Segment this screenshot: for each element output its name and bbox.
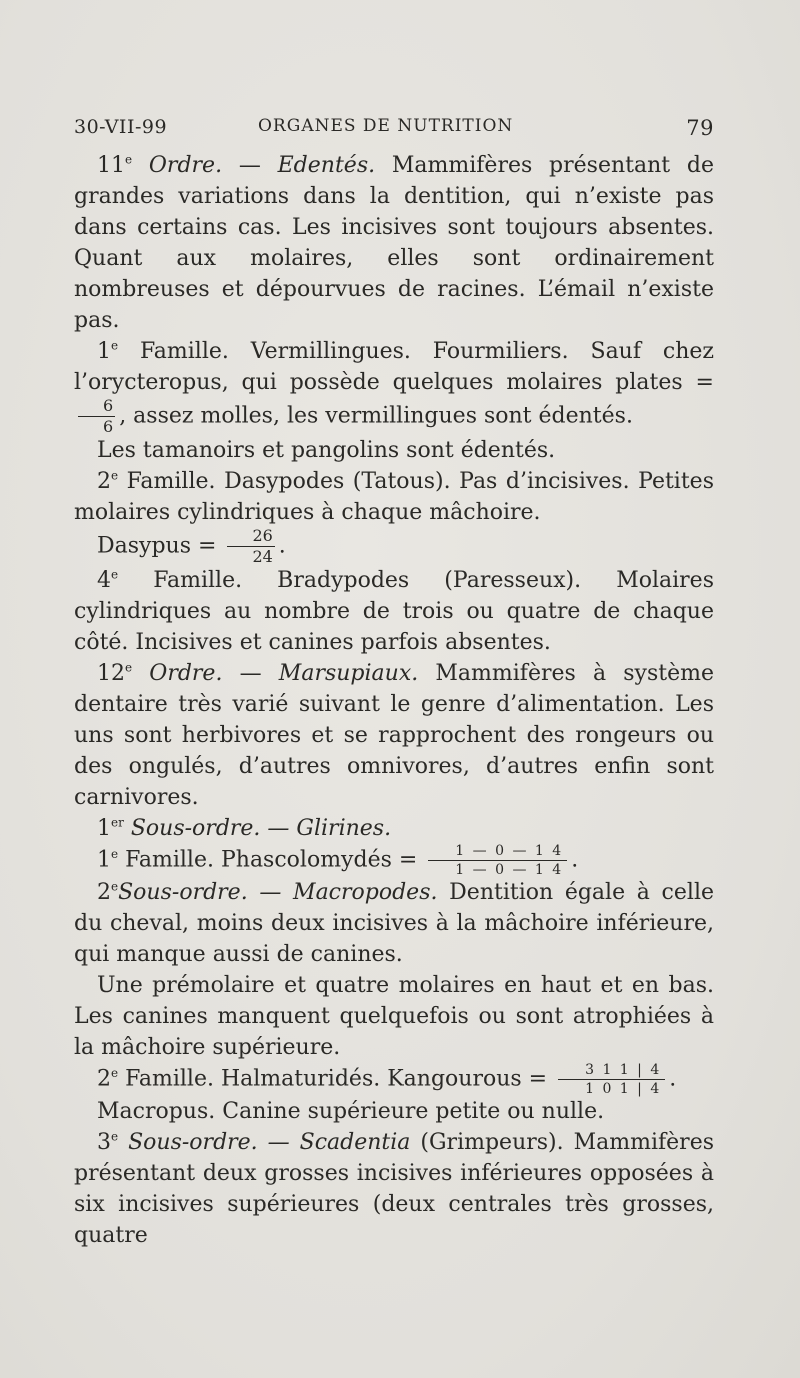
fraction-bar: [428, 860, 567, 861]
order-number: 12: [97, 661, 125, 686]
superscript: e: [111, 847, 119, 862]
family-number: 2: [97, 469, 111, 494]
family-number: 1: [97, 847, 111, 873]
paragraph-macropus: [74, 1096, 714, 1127]
formula-end: .: [571, 847, 579, 873]
suborder-title: Sous-ordre. — Glirines.: [130, 816, 392, 841]
fraction-numerator: 1 — 0 — 1 4: [455, 843, 564, 859]
order-label: Ordre.: [148, 153, 223, 178]
paragraph-edentes: [74, 150, 714, 336]
page-number: 79: [686, 116, 714, 140]
dash: —: [222, 661, 279, 686]
formula-label: Famille. Halmaturidés. Kangourous =: [118, 1066, 555, 1092]
paragraph-tamanoirs: [74, 435, 714, 466]
suborder-number: 2: [97, 880, 111, 905]
family-number: 1: [97, 339, 111, 364]
heading-glirines: [74, 813, 714, 844]
dash: —: [222, 153, 278, 178]
fraction-denominator: 6: [103, 417, 114, 436]
suborder-title: Sous-ordre. — Scadentia: [128, 1130, 411, 1155]
paragraph-bradypodes: [74, 565, 714, 658]
fraction-numerator: 6: [103, 396, 114, 415]
formula-label: Dasypus =: [97, 533, 224, 559]
order-number: 11: [97, 153, 125, 178]
formula-dasypus: [74, 528, 714, 565]
paragraph-text: Une prémolaire et quatre molaires en haut et en bas. Les canines manquent quelquefois ou sont atrophiées à la mâchoire supérieure.: [74, 973, 714, 1060]
paragraph-macropodes: [74, 877, 714, 970]
paragraph-premolaire: [74, 970, 714, 1063]
paragraph-text: Mammifères à système dentaire très varié suivant le genre d’alimentation. Les uns sont herbivores et se rapprochent des rongeurs ou des ongulés, d’autres omnivores, d’autres enfin sont carnivores.: [74, 661, 714, 810]
superscript: e: [111, 567, 119, 582]
formula-phascolomydes: [74, 844, 714, 877]
paragraph-text: , assez molles, les vermillingues sont édentés.: [119, 403, 633, 429]
fraction-denominator: 24: [252, 547, 273, 566]
page-body: [74, 150, 714, 1251]
formula-end: .: [669, 1066, 677, 1092]
formula-end: .: [278, 533, 286, 559]
header-date: 30-VII-99: [74, 116, 168, 138]
superscript: e: [125, 152, 133, 167]
paragraph-text: (Grimpeurs). Mammifères présentant deux grosses incisives inférieures opposées à six incisives supérieures (deux centrales très grosses, quatre: [74, 1130, 714, 1248]
formula-label: Famille. Phascolomydés =: [118, 847, 425, 873]
paragraph-text: Les tamanoirs et pangolins sont édentés.: [97, 438, 556, 463]
superscript: e: [111, 468, 119, 483]
fraction-denominator: 1 0 1 | 4: [585, 1081, 662, 1097]
paragraph-text: Mammifères présentant de grandes variations dans la dentition, qui n’existe pas dans certains cas. Les incisives sont toujours absentes. Quant aux molaires, elles sont ordinairement nombreuses et dépourvues de racines. L’émail n’existe pas.: [74, 153, 714, 333]
paragraph-text: Famille. Vermillingues. Fourmiliers. Sauf chez l’orycteropus, qui possède quelques molaires plates =: [74, 339, 714, 395]
fraction-denominator: 1 — 0 — 1 4: [455, 862, 564, 878]
paragraph-text: Famille. Dasypodes (Tatous). Pas d’incisives. Petites molaires cylindriques à chaque mâchoire.: [74, 469, 714, 525]
fraction-kangourous: [558, 1063, 665, 1096]
order-label: Ordre.: [149, 661, 223, 686]
superscript: e: [111, 879, 119, 894]
paragraph-text: Dentition égale à celle du cheval, moins deux incisives à la mâchoire inférieure, qui manque aussi de canines.: [74, 880, 714, 967]
paragraph-vermillingues: [74, 336, 714, 435]
fraction-numerator: 26: [252, 526, 273, 545]
paragraph-marsupiaux: [74, 658, 714, 813]
fraction-numerator: 3 1 1 | 4: [585, 1062, 662, 1078]
formula-halmaturides: [74, 1063, 714, 1096]
order-title: Edentés.: [277, 153, 376, 178]
fraction-bar: [558, 1079, 665, 1080]
suborder-title: Sous-ordre. — Macropodes.: [118, 880, 438, 905]
superscript: e: [111, 1129, 119, 1144]
superscript: e: [111, 338, 119, 353]
paragraph-dasypodes: [74, 466, 714, 528]
fraction-dasypus: [227, 528, 274, 565]
family-number: 4: [97, 568, 111, 593]
fraction-molaires: [78, 398, 115, 435]
superscript: e: [111, 1066, 119, 1081]
family-number: 2: [97, 1066, 111, 1092]
superscript: e: [125, 660, 133, 675]
paragraph-text: Famille. Bradypodes (Paresseux). Molaires cylindriques au nombre de trois ou quatre de chaque côté. Incisives et canines parfois absentes.: [74, 568, 714, 655]
fraction-phascolomydes: [428, 844, 567, 877]
superscript: er: [111, 815, 124, 830]
order-title: Marsupiaux.: [278, 661, 419, 686]
suborder-number: 1: [97, 816, 111, 841]
header-title: ORGANES DE NUTRITION: [258, 116, 514, 136]
paragraph-scadentia: [74, 1127, 714, 1251]
suborder-number: 3: [97, 1130, 111, 1155]
paragraph-text: Macropus. Canine supérieure petite ou nulle.: [97, 1099, 605, 1124]
running-header: [74, 116, 714, 144]
